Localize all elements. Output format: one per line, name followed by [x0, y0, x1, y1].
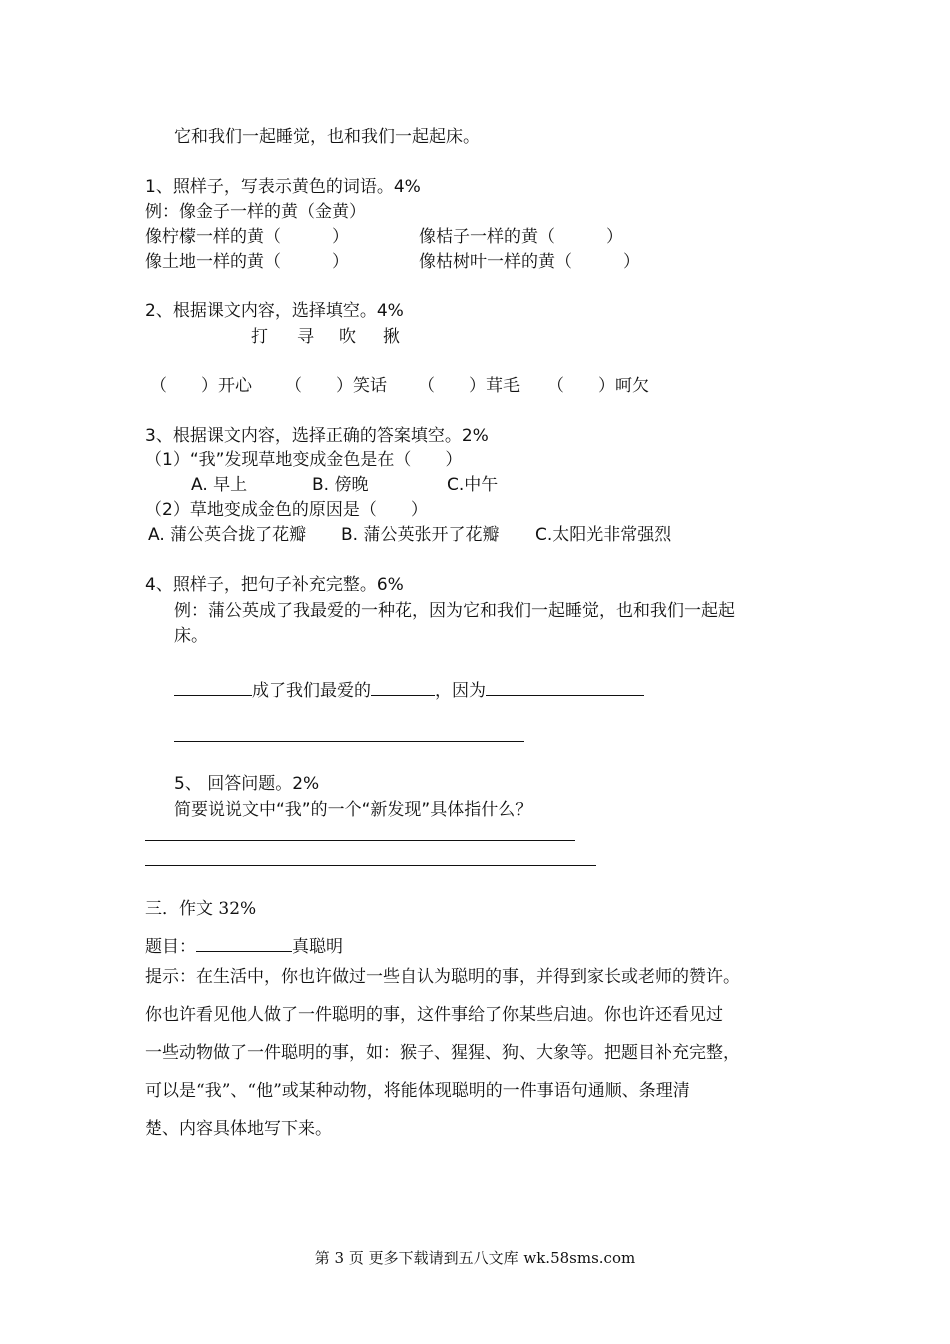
- q1-item: 像土地一样的黄（ ）: [145, 252, 349, 272]
- essay-hint-line: 一些动物做了一件聪明的事，如：猴子、猩猩、狗、大象等。把题目补充完整，: [145, 1043, 740, 1063]
- q1-title: 1、照样子，写表示黄色的词语。4%: [145, 177, 421, 197]
- q1-item: 像枯树叶一样的黄（ ）: [419, 252, 640, 272]
- essay-hint-line: 提示：在生活中，你也许做过一些自认为聪明的事，并得到家长或老师的赞许。: [145, 967, 740, 987]
- q2-blank: （ ）笑话: [285, 376, 387, 396]
- page-footer: 第 3 页 更多下载请到五八文库 wk.58sms.com: [314, 1249, 636, 1267]
- intro-line: 它和我们一起睡觉，也和我们一起起床。: [174, 127, 480, 147]
- q3-option: B. 傍晚: [312, 475, 369, 495]
- q2-word: 揪: [383, 327, 400, 347]
- q4-fill-mid: 成了我们最爱的: [252, 681, 371, 701]
- essay-hint-line: 楚、内容具体地写下来。: [145, 1119, 332, 1139]
- q2-title: 2、根据课文内容，选择填空。4%: [145, 301, 404, 321]
- topic-blank[interactable]: [196, 933, 292, 952]
- answer-blank[interactable]: [371, 677, 435, 696]
- q2-blank: （ ）开心: [150, 376, 252, 396]
- q5-question: 简要说说文中“我”的一个“新发现”具体指什么？: [174, 800, 533, 820]
- answer-blank[interactable]: [174, 677, 252, 696]
- essay-topic-suffix: 真聪明: [292, 937, 343, 957]
- q3-option: A. 早上: [191, 475, 248, 495]
- q4-fill-sentence: [174, 677, 644, 702]
- answer-line[interactable]: [145, 865, 596, 866]
- q1-example: 例：像金子一样的黄（金黄）: [145, 202, 366, 222]
- essay-hint-line: 可以是“我”、“他”或某种动物，将能体现聪明的一件事语句通顺、条理清: [145, 1081, 690, 1101]
- q2-word: 打: [251, 327, 268, 347]
- q4-example-cont: 床。: [174, 626, 208, 646]
- q2-word: 寻: [297, 327, 314, 347]
- q2-blank: （ ）茸毛: [418, 376, 520, 396]
- q2-word: 吹: [339, 327, 356, 347]
- q1-item: 像桔子一样的黄（ ）: [419, 227, 623, 247]
- q3-title: 3、根据课文内容，选择正确的答案填空。2%: [145, 426, 489, 446]
- q4-fill-end: ，因为: [435, 681, 486, 701]
- answer-blank[interactable]: [486, 677, 644, 696]
- answer-line[interactable]: [174, 741, 524, 742]
- answer-line[interactable]: [145, 840, 575, 841]
- q3-option: A. 蒲公英合拢了花瓣: [148, 525, 307, 545]
- essay-hint-line: 你也许看见他人做了一件聪明的事，这件事给了你某些启迪。你也许还看见过: [145, 1005, 723, 1025]
- q3-option: C.太阳光非常强烈: [535, 525, 672, 545]
- q4-example: 例：蒲公英成了我最爱的一种花，因为它和我们一起睡觉，也和我们一起起: [174, 601, 735, 621]
- q4-title: 4、照样子，把句子补充完整。6%: [145, 575, 404, 595]
- essay-topic-prefix: 题目：: [145, 937, 196, 957]
- essay-heading: 三．作文 32%: [145, 899, 257, 919]
- essay-topic: [145, 933, 343, 958]
- q3-option: B. 蒲公英张开了花瓣: [341, 525, 500, 545]
- q3-option: C.中午: [447, 475, 499, 495]
- q3-sub1: （1）“我”发现草地变成金色是在（ ）: [145, 450, 463, 470]
- q1-item: 像柠檬一样的黄（ ）: [145, 227, 349, 247]
- q3-sub2: （2）草地变成金色的原因是（ ）: [145, 500, 428, 520]
- q2-blank: （ ）呵欠: [547, 376, 649, 396]
- q5-title: 5、 回答问题。2%: [174, 774, 320, 794]
